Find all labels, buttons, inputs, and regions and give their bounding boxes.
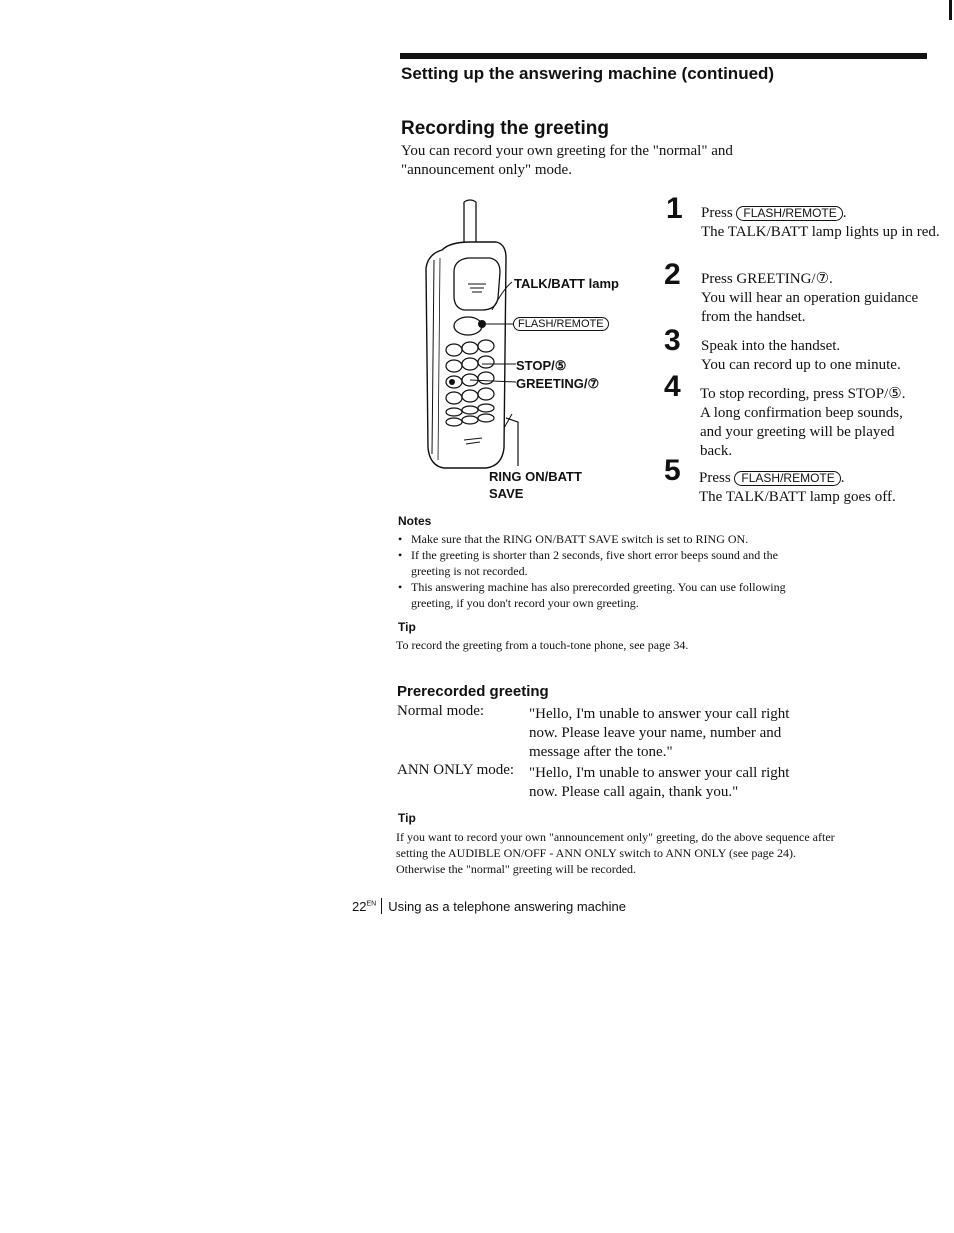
callout-ring-on-batt-save: RING ON/BATT SAVE: [489, 469, 582, 501]
step-text: Press: [699, 470, 735, 486]
footer-divider: [381, 898, 382, 914]
ann-only-mode-text: "Hello, I'm unable to answer your call right now. Please call again, thank you.": [529, 765, 790, 800]
step-detail: A long confirmation beep sounds, and your greeting will be played back.: [700, 405, 903, 459]
callout-talk-batt-lamp: TALK/BATT lamp: [514, 276, 619, 291]
tip-text: To record the greeting from a touch-tone phone, see page 34.: [396, 638, 689, 652]
step-number: 4: [664, 370, 681, 403]
page-heading: Recording the greeting: [401, 118, 609, 139]
header-rule: [400, 53, 927, 59]
callout-flash-remote: FLASH/REMOTE: [513, 317, 609, 331]
intro-paragraph: You can record your own greeting for the "normal" and "announcement only" mode.: [401, 143, 733, 178]
ann-only-mode-label: ANN ONLY mode:: [397, 762, 515, 778]
step-text: To stop recording, press STOP/⑤.: [700, 386, 906, 402]
step-5: [699, 469, 939, 507]
tip-heading: Tip: [398, 620, 416, 634]
callout-stop: STOP/⑤: [516, 358, 567, 373]
step-4: [700, 385, 925, 461]
step-3: [701, 337, 941, 375]
notes-heading: Notes: [398, 514, 432, 528]
step-detail: The TALK/BATT lamp goes off.: [699, 489, 896, 505]
page-number: 22: [352, 899, 367, 914]
normal-mode-label: Normal mode:: [397, 703, 485, 719]
step-detail: You can record up to one minute.: [701, 357, 901, 373]
page-footer: [352, 898, 626, 914]
handset-illustration: [420, 198, 530, 473]
step-text-suffix: .: [842, 205, 847, 221]
note-item: • If the greeting is shorter than 2 seconds, five short error beeps sound and the greeting is not recorded.: [396, 547, 816, 579]
step-number: 1: [666, 192, 683, 225]
step-detail: The TALK/BATT lamp lights up in red.: [701, 224, 940, 240]
notes-list: [396, 531, 816, 611]
callout-greeting: GREETING/⑦: [516, 376, 600, 391]
step-text-suffix: .: [840, 470, 845, 486]
step-number: 3: [664, 324, 681, 357]
step-text: Press: [701, 205, 737, 221]
step-number: 2: [664, 258, 681, 291]
step-text: Press GREETING/⑦.: [701, 271, 833, 287]
page-number-suffix: EN: [366, 900, 377, 908]
flash-remote-key: FLASH/REMOTE: [736, 206, 842, 221]
step-number: 5: [664, 454, 681, 487]
section-title: Setting up the answering machine (continued): [401, 64, 775, 83]
prerecorded-heading: Prerecorded greeting: [397, 683, 549, 700]
step-detail: You will hear an operation guidance from the handset.: [701, 290, 919, 325]
tip-text: If you want to record your own "announcement only" greeting, do the above sequence after setting the AUDIBLE ON/OFF - ANN ONLY switch to ANN ONLY (see page 24). Otherwise the "normal" greeting will be recorded.: [396, 830, 835, 876]
note-item: • This answering machine has also prerecorded greeting. You can use following greeting, if you don't record your own greeting.: [396, 579, 816, 611]
step-text: Speak into the handset.: [701, 338, 841, 354]
note-item: • Make sure that the RING ON/BATT SAVE switch is set to RING ON.: [396, 531, 816, 547]
tip-heading: Tip: [398, 811, 416, 825]
step-2: [701, 270, 936, 327]
chapter-title: Using as a telephone answering machine: [388, 899, 626, 914]
normal-mode-text: "Hello, I'm unable to answer your call right now. Please leave your name, number and message after the tone.": [529, 706, 790, 760]
step-1: [701, 204, 941, 242]
flash-remote-key: FLASH/REMOTE: [734, 471, 840, 486]
edge-marker: [949, 0, 952, 20]
